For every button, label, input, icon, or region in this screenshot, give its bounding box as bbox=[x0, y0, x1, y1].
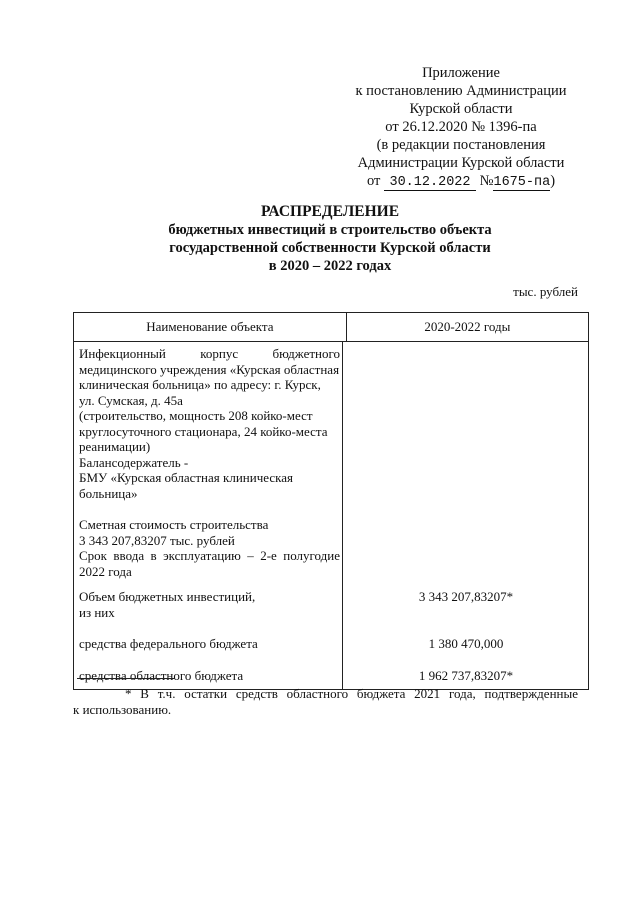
investment-table bbox=[73, 312, 589, 690]
header-line: Администрации Курской области bbox=[357, 155, 565, 171]
volume-label: из них bbox=[79, 604, 115, 620]
unit-label: тыс. рублей bbox=[513, 284, 578, 299]
column-header-period: 2020-2022 годы bbox=[346, 313, 588, 342]
volume-row bbox=[79, 589, 585, 620]
amendment-date: 30.12.2022 bbox=[384, 175, 476, 191]
commissioning-line: 2022 года bbox=[79, 563, 132, 579]
title-line: РАСПРЕДЕЛЕНИЕ bbox=[260, 203, 400, 220]
cost-line: 3 343 207,83207 тыс. рублей bbox=[79, 532, 235, 548]
object-line: Балансодержатель - bbox=[79, 454, 189, 470]
object-first-line: Инфекционный корпус бюджетного bbox=[79, 346, 340, 361]
federal-value: 1 380 470,000 bbox=[428, 636, 504, 651]
object-cell bbox=[74, 342, 589, 690]
title-line: государственной собственности Курской области bbox=[169, 240, 491, 256]
volume-label: Объем бюджетных инвестиций, bbox=[79, 589, 256, 604]
footnote-line: к использованию. bbox=[73, 702, 172, 717]
amendment-number-sign: № bbox=[479, 173, 494, 189]
object-line: ул. Сумская, д. 45а bbox=[79, 392, 183, 408]
header-line: Приложение bbox=[422, 65, 500, 81]
header-line: от 26.12.2020 № 1396-па bbox=[385, 119, 537, 135]
cost-line: Сметная стоимость строительства bbox=[79, 517, 269, 532]
header-line: к постановлению Администрации bbox=[355, 83, 567, 99]
column-header-object: Наименование объекта bbox=[74, 313, 347, 342]
object-line: больница» bbox=[79, 485, 138, 501]
footnote-separator bbox=[77, 678, 175, 679]
amendment-suffix: ) bbox=[550, 173, 556, 189]
document-title bbox=[60, 203, 600, 275]
approval-header bbox=[340, 64, 582, 191]
object-line: БМУ «Курская областная клиническая bbox=[79, 470, 293, 485]
commissioning-line: Срок ввода в эксплуатацию – 2-е полугодие bbox=[79, 548, 340, 563]
object-line: круглосуточного стационара, 24 койко-места bbox=[79, 423, 328, 439]
title-line: бюджетных инвестиций в строительство объекта bbox=[168, 222, 492, 238]
federal-row bbox=[79, 636, 585, 652]
header-line: Курской области bbox=[409, 101, 513, 117]
regional-row bbox=[79, 668, 585, 684]
column-divider bbox=[342, 342, 343, 689]
title-line: в 2020 – 2022 годах bbox=[268, 258, 392, 274]
federal-label: средства федерального бюджета bbox=[79, 636, 258, 651]
amendment-number: 1675-па bbox=[493, 175, 551, 190]
object-line: реанимации) bbox=[79, 439, 151, 454]
table-row bbox=[74, 342, 589, 690]
volume-value: 3 343 207,83207* bbox=[418, 589, 514, 604]
object-line: медицинского учреждения «Курская областная bbox=[79, 361, 340, 377]
regional-value: 1 962 737,83207* bbox=[418, 667, 514, 683]
footnote bbox=[73, 686, 578, 718]
header-line: (в редакции постановления bbox=[376, 137, 546, 153]
table-header-row bbox=[74, 313, 589, 342]
amendment-line bbox=[340, 172, 582, 191]
regional-label: средства областного бюджета bbox=[79, 667, 244, 683]
amendment-prefix: от bbox=[366, 173, 381, 189]
object-line: клиническая больница» по адресу: г. Курск, bbox=[79, 377, 321, 392]
object-line: (строительство, мощность 208 койко-мест bbox=[79, 408, 313, 423]
footnote-line: * В т.ч. остатки средств областного бюджета 2021 года, подтвержденные bbox=[125, 686, 578, 701]
